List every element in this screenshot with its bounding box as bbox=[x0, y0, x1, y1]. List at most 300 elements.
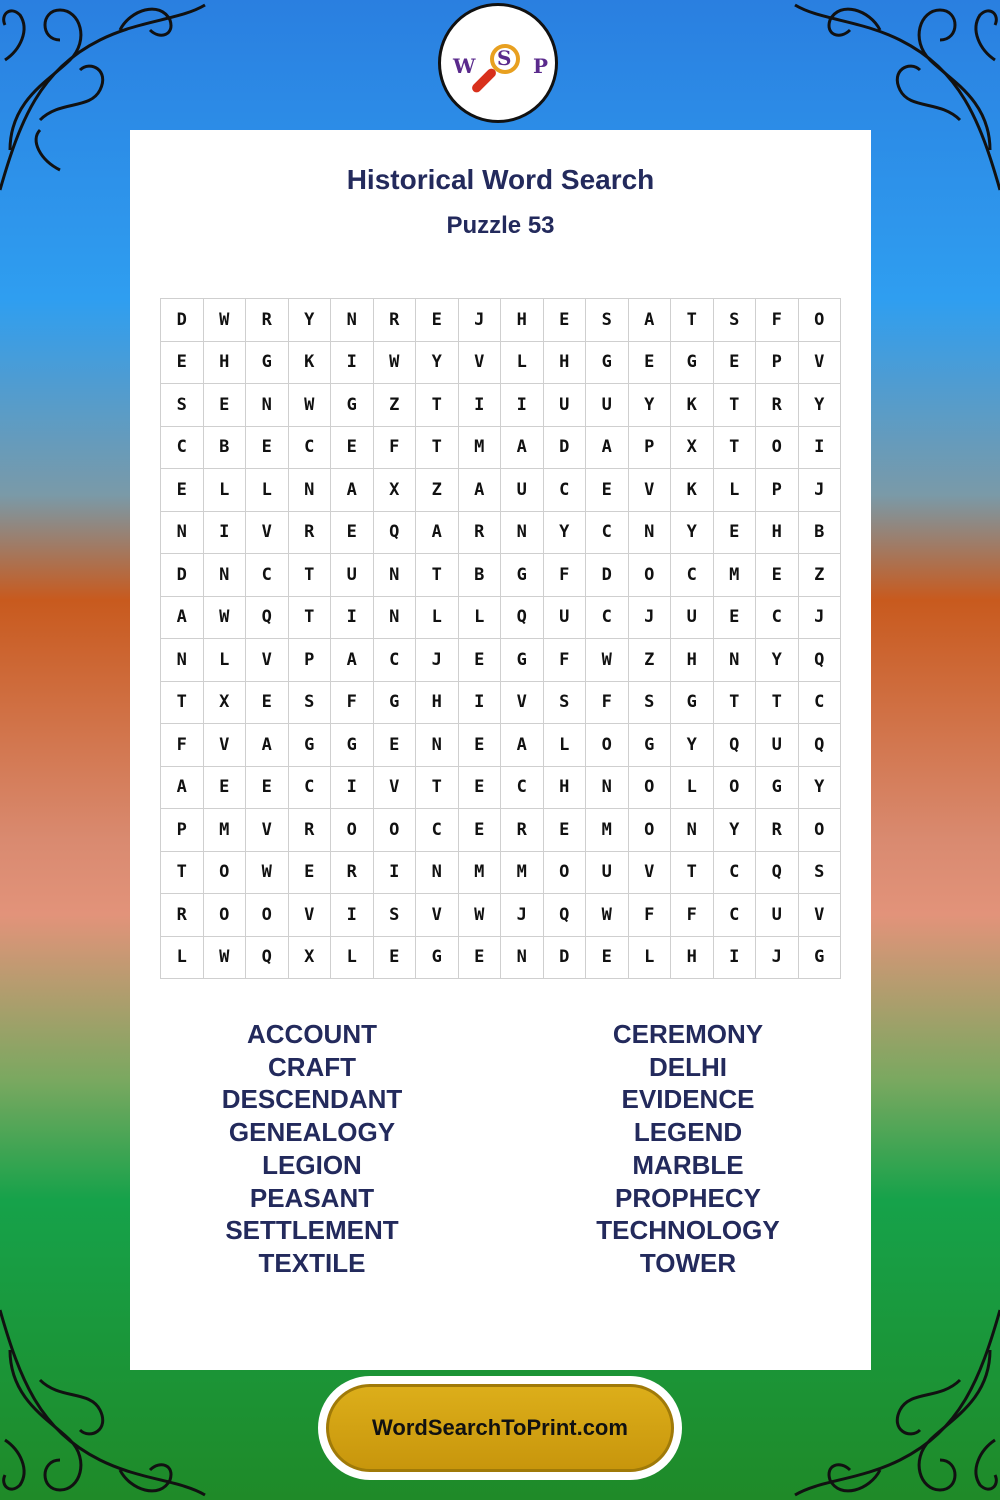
grid-cell[interactable]: N bbox=[671, 809, 714, 852]
grid-cell[interactable]: O bbox=[629, 767, 672, 810]
grid-cell[interactable]: P bbox=[629, 427, 672, 470]
grid-cell[interactable]: G bbox=[246, 342, 289, 385]
grid-cell[interactable]: G bbox=[374, 682, 417, 725]
grid-cell[interactable]: R bbox=[289, 512, 332, 555]
grid-cell[interactable]: W bbox=[459, 894, 502, 937]
word-list-item: CEREMONY bbox=[612, 1019, 764, 1049]
grid-cell[interactable]: F bbox=[161, 724, 204, 767]
grid-cell[interactable]: C bbox=[289, 427, 332, 470]
grid-cell[interactable]: V bbox=[416, 894, 459, 937]
grid-cell[interactable]: A bbox=[246, 724, 289, 767]
grid-cell[interactable]: T bbox=[756, 682, 799, 725]
grid-cell[interactable]: N bbox=[161, 512, 204, 555]
grid-cell[interactable]: R bbox=[331, 852, 374, 895]
grid-cell[interactable]: N bbox=[374, 554, 417, 597]
word-list-item: LEGION bbox=[262, 1149, 362, 1180]
grid-cell[interactable]: L bbox=[416, 597, 459, 640]
grid-cell[interactable]: B bbox=[459, 554, 502, 597]
grid-cell[interactable]: V bbox=[289, 894, 332, 937]
grid-cell[interactable]: H bbox=[416, 682, 459, 725]
word-list-item: PROPHECY bbox=[615, 1182, 761, 1213]
grid-cell[interactable]: G bbox=[756, 767, 799, 810]
grid-cell[interactable]: C bbox=[586, 512, 629, 555]
grid-cell[interactable]: W bbox=[204, 597, 247, 640]
grid-cell[interactable]: N bbox=[416, 852, 459, 895]
grid-cell[interactable]: J bbox=[459, 299, 502, 342]
grid-row bbox=[161, 299, 841, 342]
grid-cell[interactable]: O bbox=[629, 809, 672, 852]
wsp-logo[interactable] bbox=[438, 3, 558, 123]
grid-cell[interactable]: O bbox=[204, 852, 247, 895]
grid-cell[interactable]: J bbox=[799, 469, 842, 512]
word-list-item: MARBLE bbox=[632, 1149, 744, 1180]
grid-cell[interactable]: T bbox=[714, 682, 757, 725]
grid-cell[interactable]: L bbox=[544, 724, 587, 767]
grid-cell[interactable]: N bbox=[289, 469, 332, 512]
grid-cell[interactable]: Y bbox=[799, 767, 842, 810]
grid-cell[interactable]: R bbox=[756, 384, 799, 427]
grid-cell[interactable]: T bbox=[416, 427, 459, 470]
grid-cell[interactable]: A bbox=[501, 724, 544, 767]
grid-cell[interactable]: V bbox=[629, 469, 672, 512]
grid-cell[interactable]: E bbox=[544, 299, 587, 342]
grid-cell[interactable]: E bbox=[544, 809, 587, 852]
grid-cell[interactable]: I bbox=[459, 682, 502, 725]
grid-cell[interactable]: E bbox=[374, 937, 417, 980]
grid-cell[interactable]: B bbox=[204, 427, 247, 470]
grid-cell[interactable]: G bbox=[586, 342, 629, 385]
grid-cell[interactable]: O bbox=[544, 852, 587, 895]
grid-cell[interactable]: Q bbox=[799, 639, 842, 682]
grid-cell[interactable]: E bbox=[331, 512, 374, 555]
grid-cell[interactable]: M bbox=[204, 809, 247, 852]
grid-cell[interactable]: V bbox=[246, 809, 289, 852]
word-list-item: TOWER bbox=[639, 1247, 737, 1278]
word-list-item: LEGEND bbox=[633, 1117, 743, 1148]
grid-cell[interactable]: Q bbox=[756, 852, 799, 895]
grid-cell[interactable]: F bbox=[374, 427, 417, 470]
word-list-item: GENEALOGY bbox=[228, 1117, 396, 1148]
grid-row bbox=[161, 597, 841, 640]
grid-row bbox=[161, 937, 841, 980]
grid-cell[interactable]: E bbox=[161, 342, 204, 385]
grid-cell[interactable]: L bbox=[459, 597, 502, 640]
grid-cell[interactable]: U bbox=[331, 554, 374, 597]
grid-cell[interactable]: O bbox=[246, 894, 289, 937]
grid-row bbox=[161, 767, 841, 810]
grid-cell[interactable]: D bbox=[544, 937, 587, 980]
grid-cell[interactable]: V bbox=[501, 682, 544, 725]
grid-cell[interactable]: T bbox=[416, 554, 459, 597]
grid-cell[interactable]: E bbox=[246, 682, 289, 725]
word-list-left bbox=[162, 1018, 462, 1280]
grid-cell[interactable]: Q bbox=[246, 937, 289, 980]
grid-cell[interactable]: Q bbox=[501, 597, 544, 640]
grid-cell[interactable]: R bbox=[501, 809, 544, 852]
grid-cell[interactable]: U bbox=[544, 597, 587, 640]
grid-cell[interactable]: E bbox=[459, 724, 502, 767]
grid-cell[interactable]: H bbox=[756, 512, 799, 555]
grid-cell[interactable]: E bbox=[714, 597, 757, 640]
website-label[interactable]: WordSearchToPrint.com bbox=[326, 1384, 674, 1472]
word-list-item: CRAFT bbox=[267, 1051, 357, 1082]
grid-cell[interactable]: S bbox=[714, 299, 757, 342]
grid-cell[interactable]: T bbox=[671, 852, 714, 895]
grid-cell[interactable]: N bbox=[586, 767, 629, 810]
grid-cell[interactable]: F bbox=[756, 299, 799, 342]
grid-cell[interactable]: G bbox=[799, 937, 842, 980]
grid-cell[interactable]: A bbox=[586, 427, 629, 470]
grid-cell[interactable]: R bbox=[756, 809, 799, 852]
grid-cell[interactable]: K bbox=[671, 469, 714, 512]
grid-cell[interactable]: W bbox=[204, 299, 247, 342]
word-list-item: TECHNOLOGY bbox=[596, 1215, 780, 1246]
grid-cell[interactable]: U bbox=[756, 724, 799, 767]
grid-cell[interactable]: Q bbox=[714, 724, 757, 767]
grid-cell[interactable]: L bbox=[714, 469, 757, 512]
grid-cell[interactable]: C bbox=[374, 639, 417, 682]
grid-cell[interactable]: N bbox=[246, 384, 289, 427]
grid-cell[interactable]: I bbox=[714, 937, 757, 980]
word-list-item: SETTLEMENT bbox=[225, 1215, 399, 1246]
grid-cell[interactable]: P bbox=[289, 639, 332, 682]
grid-cell[interactable]: P bbox=[756, 342, 799, 385]
grid-cell[interactable]: N bbox=[161, 639, 204, 682]
grid-cell[interactable]: U bbox=[586, 852, 629, 895]
grid-cell[interactable]: G bbox=[331, 384, 374, 427]
website-button[interactable] bbox=[318, 1376, 682, 1480]
grid-cell[interactable]: N bbox=[331, 299, 374, 342]
grid-cell[interactable]: M bbox=[501, 852, 544, 895]
grid-cell[interactable]: N bbox=[416, 724, 459, 767]
grid-cell[interactable]: U bbox=[756, 894, 799, 937]
grid-cell[interactable]: M bbox=[459, 427, 502, 470]
grid-cell[interactable]: T bbox=[714, 427, 757, 470]
grid-cell[interactable]: W bbox=[204, 937, 247, 980]
grid-cell[interactable]: N bbox=[204, 554, 247, 597]
grid-cell[interactable]: C bbox=[671, 554, 714, 597]
grid-cell[interactable]: X bbox=[204, 682, 247, 725]
grid-cell[interactable]: O bbox=[799, 299, 842, 342]
grid-cell[interactable]: I bbox=[799, 427, 842, 470]
grid-cell[interactable]: N bbox=[501, 512, 544, 555]
grid-cell[interactable]: A bbox=[161, 597, 204, 640]
grid-cell[interactable]: N bbox=[629, 512, 672, 555]
grid-cell[interactable]: O bbox=[756, 427, 799, 470]
grid-cell[interactable]: Q bbox=[799, 724, 842, 767]
grid-cell[interactable]: G bbox=[501, 554, 544, 597]
grid-cell[interactable]: X bbox=[671, 427, 714, 470]
grid-cell[interactable]: R bbox=[161, 894, 204, 937]
grid-cell[interactable]: U bbox=[501, 469, 544, 512]
grid-cell[interactable]: E bbox=[459, 639, 502, 682]
grid-cell[interactable]: E bbox=[586, 469, 629, 512]
grid-cell[interactable]: Y bbox=[544, 512, 587, 555]
grid-cell[interactable]: M bbox=[714, 554, 757, 597]
grid-cell[interactable]: I bbox=[204, 512, 247, 555]
grid-cell[interactable]: X bbox=[374, 469, 417, 512]
grid-cell[interactable]: K bbox=[671, 384, 714, 427]
grid-cell[interactable]: L bbox=[501, 342, 544, 385]
grid-cell[interactable]: T bbox=[289, 597, 332, 640]
grid-cell[interactable]: S bbox=[629, 682, 672, 725]
grid-row bbox=[161, 342, 841, 385]
grid-cell[interactable]: S bbox=[799, 852, 842, 895]
grid-cell[interactable]: T bbox=[671, 299, 714, 342]
grid-cell[interactable]: D bbox=[544, 427, 587, 470]
grid-cell[interactable]: Z bbox=[799, 554, 842, 597]
grid-cell[interactable]: J bbox=[799, 597, 842, 640]
grid-cell[interactable]: O bbox=[586, 724, 629, 767]
grid-row bbox=[161, 894, 841, 937]
grid-row bbox=[161, 809, 841, 852]
grid-cell[interactable]: T bbox=[714, 384, 757, 427]
grid-cell[interactable]: W bbox=[586, 894, 629, 937]
grid-cell[interactable]: T bbox=[416, 384, 459, 427]
grid-cell[interactable]: W bbox=[246, 852, 289, 895]
grid-cell[interactable]: R bbox=[374, 299, 417, 342]
grid-cell[interactable]: V bbox=[246, 639, 289, 682]
word-list-item: EVIDENCE bbox=[621, 1084, 755, 1115]
grid-cell[interactable]: E bbox=[586, 937, 629, 980]
grid-row bbox=[161, 639, 841, 682]
grid-cell[interactable]: C bbox=[161, 427, 204, 470]
grid-row bbox=[161, 469, 841, 512]
grid-cell[interactable]: C bbox=[289, 767, 332, 810]
grid-cell[interactable]: R bbox=[246, 299, 289, 342]
grid-cell[interactable]: E bbox=[459, 809, 502, 852]
grid-cell[interactable]: G bbox=[501, 639, 544, 682]
letter-grid[interactable] bbox=[160, 298, 841, 979]
grid-cell[interactable]: E bbox=[204, 767, 247, 810]
grid-cell[interactable]: O bbox=[629, 554, 672, 597]
grid-cell[interactable]: L bbox=[629, 937, 672, 980]
grid-cell[interactable]: I bbox=[331, 894, 374, 937]
grid-cell[interactable]: N bbox=[374, 597, 417, 640]
grid-cell[interactable]: H bbox=[544, 342, 587, 385]
grid-cell[interactable]: P bbox=[756, 469, 799, 512]
grid-cell[interactable]: E bbox=[204, 384, 247, 427]
grid-cell[interactable]: Q bbox=[246, 597, 289, 640]
grid-row bbox=[161, 724, 841, 767]
grid-cell[interactable]: P bbox=[161, 809, 204, 852]
grid-cell[interactable]: Q bbox=[544, 894, 587, 937]
grid-cell[interactable]: Y bbox=[289, 299, 332, 342]
logo-letter-p: P bbox=[533, 54, 549, 78]
grid-cell[interactable]: J bbox=[416, 639, 459, 682]
word-list-right bbox=[538, 1018, 838, 1280]
grid-cell[interactable]: I bbox=[331, 342, 374, 385]
grid-cell[interactable]: E bbox=[161, 469, 204, 512]
grid-cell[interactable]: E bbox=[756, 554, 799, 597]
grid-cell[interactable]: S bbox=[544, 682, 587, 725]
grid-cell[interactable]: S bbox=[586, 299, 629, 342]
grid-cell[interactable]: V bbox=[799, 894, 842, 937]
grid-cell[interactable]: V bbox=[374, 767, 417, 810]
grid-cell[interactable]: V bbox=[629, 852, 672, 895]
grid-cell[interactable]: B bbox=[799, 512, 842, 555]
grid-cell[interactable]: E bbox=[459, 767, 502, 810]
grid-cell[interactable]: V bbox=[246, 512, 289, 555]
grid-cell[interactable]: E bbox=[714, 342, 757, 385]
grid-cell[interactable]: L bbox=[204, 469, 247, 512]
grid-cell[interactable]: S bbox=[289, 682, 332, 725]
grid-cell[interactable]: H bbox=[544, 767, 587, 810]
puzzle-title: Historical Word Search bbox=[346, 164, 655, 195]
grid-cell[interactable]: R bbox=[289, 809, 332, 852]
grid-cell[interactable]: A bbox=[459, 469, 502, 512]
grid-cell[interactable]: I bbox=[501, 384, 544, 427]
grid-cell[interactable]: M bbox=[459, 852, 502, 895]
grid-cell[interactable]: U bbox=[671, 597, 714, 640]
grid-cell[interactable]: C bbox=[544, 469, 587, 512]
grid-cell[interactable]: H bbox=[671, 639, 714, 682]
word-list-item: DELHI bbox=[649, 1051, 727, 1082]
grid-cell[interactable]: E bbox=[714, 512, 757, 555]
grid-cell[interactable]: W bbox=[586, 639, 629, 682]
grid-cell[interactable]: L bbox=[246, 469, 289, 512]
grid-row bbox=[161, 682, 841, 725]
grid-cell[interactable]: F bbox=[331, 682, 374, 725]
grid-cell[interactable]: Z bbox=[416, 469, 459, 512]
grid-cell[interactable]: W bbox=[374, 342, 417, 385]
grid-cell[interactable]: Z bbox=[629, 639, 672, 682]
grid-cell[interactable]: O bbox=[374, 809, 417, 852]
grid-cell[interactable]: O bbox=[331, 809, 374, 852]
grid-cell[interactable]: A bbox=[331, 469, 374, 512]
grid-cell[interactable]: U bbox=[586, 384, 629, 427]
grid-cell[interactable]: F bbox=[629, 894, 672, 937]
grid-cell[interactable]: I bbox=[331, 597, 374, 640]
grid-row bbox=[161, 427, 841, 470]
puzzle-panel bbox=[130, 130, 871, 1370]
grid-cell[interactable]: E bbox=[459, 937, 502, 980]
grid-cell[interactable]: C bbox=[714, 852, 757, 895]
grid-cell[interactable]: Y bbox=[416, 342, 459, 385]
grid-cell[interactable]: E bbox=[374, 724, 417, 767]
grid-cell[interactable]: X bbox=[289, 937, 332, 980]
grid-cell[interactable]: S bbox=[374, 894, 417, 937]
grid-cell[interactable]: G bbox=[331, 724, 374, 767]
grid-cell[interactable]: T bbox=[161, 852, 204, 895]
grid-cell[interactable]: Q bbox=[374, 512, 417, 555]
puzzle-number: Puzzle 53 bbox=[446, 212, 555, 239]
grid-row bbox=[161, 852, 841, 895]
grid-cell[interactable]: G bbox=[629, 724, 672, 767]
grid-cell[interactable]: I bbox=[374, 852, 417, 895]
grid-row bbox=[161, 554, 841, 597]
grid-cell[interactable]: L bbox=[204, 639, 247, 682]
grid-cell[interactable]: Y bbox=[714, 809, 757, 852]
grid-cell[interactable]: E bbox=[629, 342, 672, 385]
grid-cell[interactable]: Z bbox=[374, 384, 417, 427]
grid-cell[interactable]: G bbox=[671, 682, 714, 725]
grid-cell[interactable]: W bbox=[289, 384, 332, 427]
word-list-item: DESCENDANT bbox=[221, 1084, 403, 1115]
grid-cell[interactable]: J bbox=[756, 937, 799, 980]
grid-cell[interactable]: H bbox=[671, 937, 714, 980]
grid-cell[interactable]: T bbox=[161, 682, 204, 725]
grid-cell[interactable]: Y bbox=[799, 384, 842, 427]
grid-cell[interactable]: J bbox=[501, 894, 544, 937]
grid-cell[interactable]: C bbox=[246, 554, 289, 597]
grid-cell[interactable]: G bbox=[289, 724, 332, 767]
grid-cell[interactable]: A bbox=[501, 427, 544, 470]
grid-cell[interactable]: F bbox=[671, 894, 714, 937]
grid-cell[interactable]: Y bbox=[756, 639, 799, 682]
grid-cell[interactable]: C bbox=[714, 894, 757, 937]
grid-cell[interactable]: C bbox=[501, 767, 544, 810]
grid-cell[interactable]: A bbox=[331, 639, 374, 682]
grid-cell[interactable]: K bbox=[289, 342, 332, 385]
grid-cell[interactable]: D bbox=[161, 299, 204, 342]
grid-cell[interactable]: F bbox=[544, 639, 587, 682]
logo-letter-s: S bbox=[497, 46, 512, 70]
grid-cell[interactable]: C bbox=[756, 597, 799, 640]
grid-cell[interactable]: O bbox=[799, 809, 842, 852]
grid-row bbox=[161, 512, 841, 555]
grid-cell[interactable]: D bbox=[161, 554, 204, 597]
grid-cell[interactable]: E bbox=[331, 427, 374, 470]
grid-row bbox=[161, 384, 841, 427]
grid-cell[interactable]: H bbox=[204, 342, 247, 385]
grid-cell[interactable]: L bbox=[671, 767, 714, 810]
grid-cell[interactable]: F bbox=[544, 554, 587, 597]
grid-cell[interactable]: Y bbox=[671, 512, 714, 555]
grid-cell[interactable]: E bbox=[289, 852, 332, 895]
grid-cell[interactable]: A bbox=[629, 299, 672, 342]
grid-cell[interactable]: S bbox=[161, 384, 204, 427]
grid-cell[interactable]: V bbox=[204, 724, 247, 767]
grid-cell[interactable]: L bbox=[161, 937, 204, 980]
grid-cell[interactable]: C bbox=[416, 809, 459, 852]
grid-cell[interactable]: E bbox=[416, 299, 459, 342]
logo-letter-w: W bbox=[453, 54, 476, 78]
grid-cell[interactable]: H bbox=[501, 299, 544, 342]
grid-cell[interactable]: I bbox=[331, 767, 374, 810]
grid-cell[interactable]: V bbox=[459, 342, 502, 385]
grid-cell[interactable]: N bbox=[501, 937, 544, 980]
grid-cell[interactable]: T bbox=[416, 767, 459, 810]
grid-cell[interactable]: R bbox=[459, 512, 502, 555]
grid-cell[interactable]: G bbox=[671, 342, 714, 385]
word-list-item: TEXTILE bbox=[258, 1247, 366, 1278]
word-list-item: ACCOUNT bbox=[247, 1019, 377, 1049]
grid-cell[interactable]: L bbox=[331, 937, 374, 980]
grid-cell[interactable]: F bbox=[586, 682, 629, 725]
grid-cell[interactable]: Y bbox=[629, 384, 672, 427]
grid-cell[interactable]: C bbox=[586, 597, 629, 640]
grid-cell[interactable]: E bbox=[246, 427, 289, 470]
grid-cell[interactable]: A bbox=[416, 512, 459, 555]
grid-cell[interactable]: U bbox=[544, 384, 587, 427]
grid-cell[interactable]: N bbox=[714, 639, 757, 682]
grid-cell[interactable]: D bbox=[586, 554, 629, 597]
grid-cell[interactable]: J bbox=[629, 597, 672, 640]
grid-cell[interactable]: A bbox=[161, 767, 204, 810]
grid-cell[interactable]: E bbox=[246, 767, 289, 810]
grid-cell[interactable]: C bbox=[799, 682, 842, 725]
grid-cell[interactable]: O bbox=[714, 767, 757, 810]
grid-cell[interactable]: M bbox=[586, 809, 629, 852]
grid-cell[interactable]: O bbox=[204, 894, 247, 937]
grid-cell[interactable]: I bbox=[459, 384, 502, 427]
word-list-item: PEASANT bbox=[249, 1182, 375, 1213]
grid-cell[interactable]: G bbox=[416, 937, 459, 980]
grid-cell[interactable]: Y bbox=[671, 724, 714, 767]
grid-cell[interactable]: T bbox=[289, 554, 332, 597]
grid-cell[interactable]: V bbox=[799, 342, 842, 385]
